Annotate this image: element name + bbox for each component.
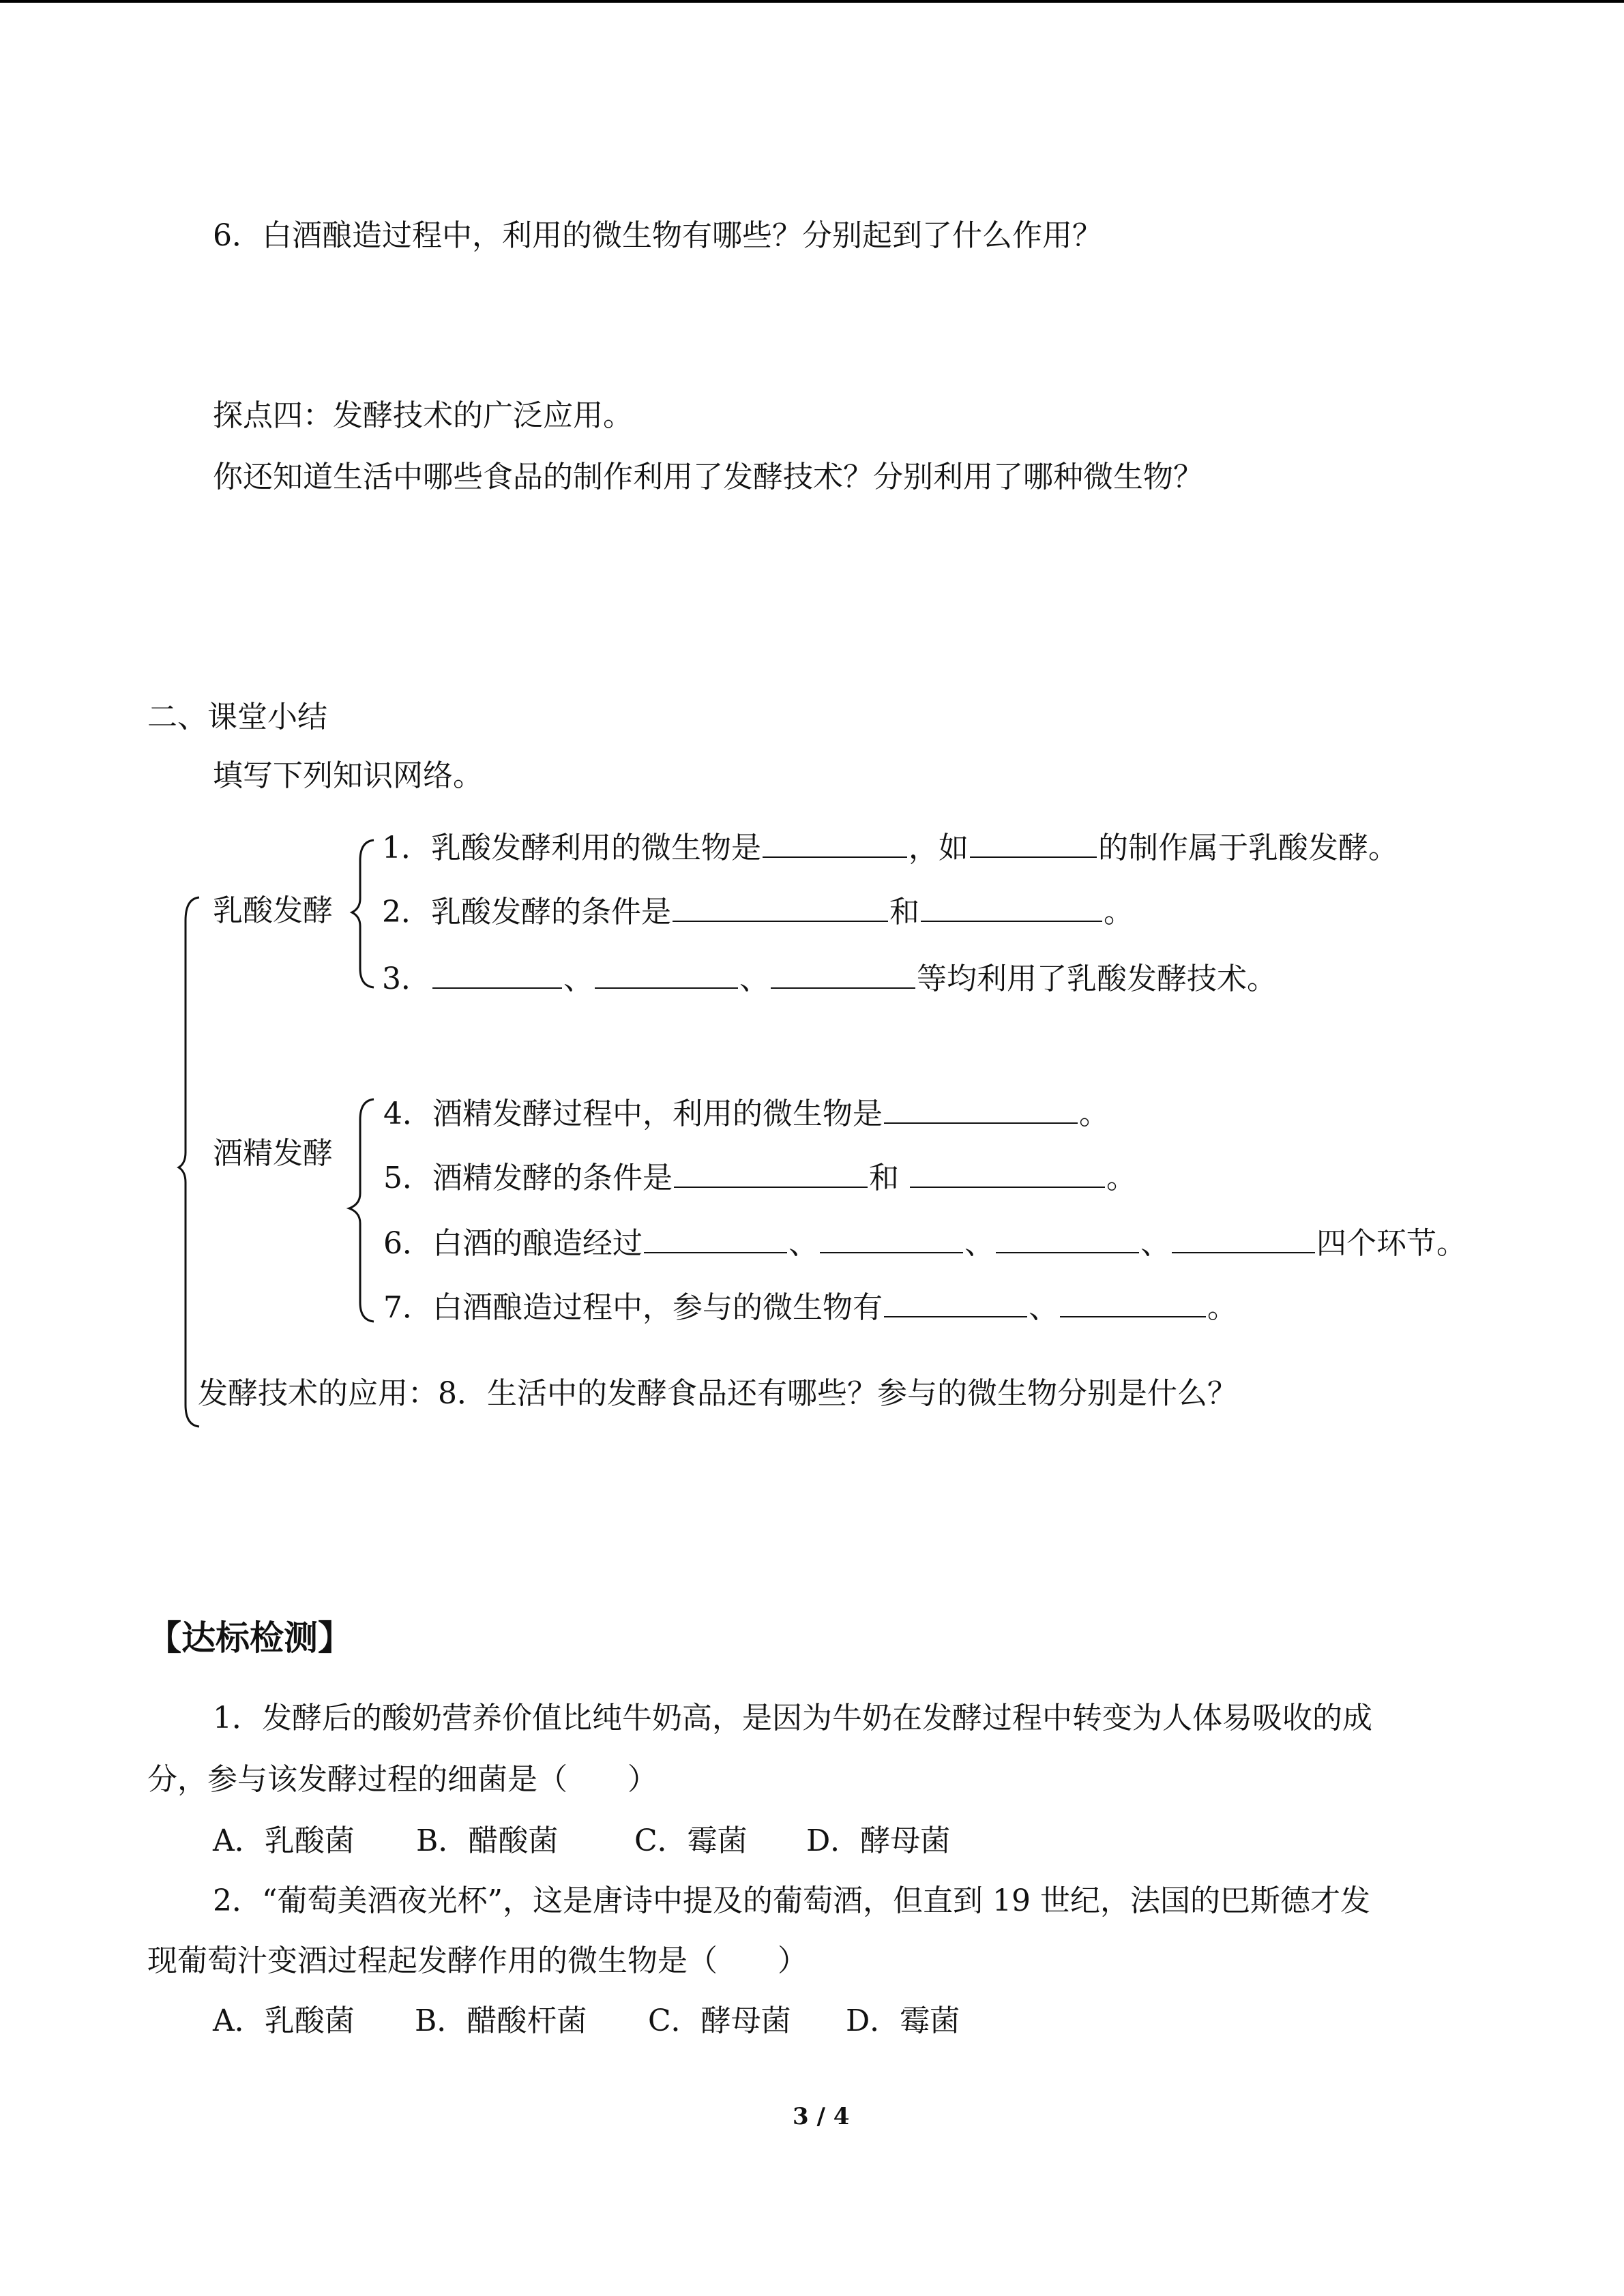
option-c[interactable]: C．酵母菌: [648, 2003, 791, 2038]
lactic-item-2: [382, 892, 1134, 933]
lactic-item-3: [382, 959, 1277, 1000]
item-text: 和: [869, 1161, 899, 1195]
fill-blank[interactable]: [763, 829, 907, 858]
lactic-brace: [352, 840, 374, 987]
alcohol-fermentation-label: 酒精发酵: [213, 1136, 333, 1171]
explore-point-4-question: 你还知道生活中哪些食品的制作利用了发酵技术？分别利用了哪种微生物？: [213, 460, 1203, 494]
item-text: 和: [889, 895, 919, 929]
separator: 、: [1029, 1290, 1059, 1325]
fermentation-application-line: 发酵技术的应用：8．生活中的发酵食品还有哪些？参与的微生物分别是什么？: [198, 1376, 1237, 1411]
explore-point-4-title: 探点四：发酵技术的广泛应用。: [213, 398, 633, 433]
option-d[interactable]: D．霉菌: [846, 2003, 960, 2038]
mc2-stem-line1: 2．“葡萄美酒夜光杯”，这是唐诗中提及的葡萄酒，但直到 19 世纪，法国的巴斯德才发: [213, 1883, 1370, 1918]
option-d[interactable]: D．酵母菌: [806, 1823, 951, 1858]
item-text: 5．酒精发酵的条件是: [383, 1161, 673, 1195]
check-section-title: 【达标检测】: [147, 1617, 352, 1658]
item-text: 。: [1106, 1161, 1136, 1195]
lactic-item-1: [382, 828, 1398, 869]
separator: 、: [563, 961, 593, 996]
item-text: 2．乳酸发酵的条件是: [382, 895, 671, 929]
question-6: 6．白酒酿造过程中，利用的微生物有哪些？分别起到了什么作用？: [213, 218, 1102, 253]
mc1-options: [213, 1821, 950, 1862]
fill-blank[interactable]: [674, 1159, 868, 1188]
option-c[interactable]: C．霉菌: [634, 1823, 748, 1858]
fill-blank[interactable]: [970, 829, 1097, 858]
alcohol-item-4: [383, 1094, 1109, 1135]
item-text: 。: [1104, 895, 1134, 929]
separator: 、: [788, 1226, 818, 1261]
alcohol-item-5: [383, 1158, 1136, 1199]
fill-blank[interactable]: [1060, 1289, 1206, 1317]
mc1-stem-line1: 1．发酵后的酸奶营养价值比纯牛奶高，是因为牛奶在发酵过程中转变为人体易吸收的成: [213, 1701, 1372, 1735]
item-text: 。: [1207, 1290, 1237, 1325]
fill-blank[interactable]: [921, 893, 1102, 922]
alcohol-brace: [349, 1099, 374, 1322]
summary-instruction: 填写下列知识网络。: [213, 758, 483, 793]
lactic-fermentation-label: 乳酸发酵: [213, 893, 333, 928]
item-text: 的制作属于乳酸发酵。: [1098, 831, 1398, 865]
alcohol-item-6: [383, 1223, 1466, 1264]
item-text: 四个环节。: [1316, 1226, 1466, 1261]
option-a[interactable]: A．乳酸菌: [213, 2003, 355, 2038]
fill-blank[interactable]: [884, 1289, 1027, 1317]
item-text: 。: [1079, 1097, 1109, 1131]
fill-blank[interactable]: [820, 1225, 963, 1253]
mc2-options: [213, 2001, 960, 2042]
item-text: 7．白酒酿造过程中，参与的微生物有: [383, 1290, 883, 1325]
option-b[interactable]: B．醋酸杆菌: [415, 2003, 587, 2038]
item-text: 3．: [382, 961, 431, 996]
fill-blank[interactable]: [910, 1159, 1105, 1188]
fill-blank[interactable]: [884, 1095, 1078, 1124]
fill-blank[interactable]: [1172, 1225, 1315, 1253]
item-text: 等均利用了乳酸发酵技术。: [917, 961, 1277, 996]
alcohol-item-7: [383, 1287, 1237, 1328]
outer-brace: [179, 897, 199, 1427]
separator: 、: [739, 961, 769, 996]
option-a[interactable]: A．乳酸菌: [213, 1823, 355, 1858]
fill-blank[interactable]: [673, 893, 888, 922]
mc1-stem-line2: 分，参与该发酵过程的细菌是（ ）: [147, 1762, 658, 1797]
page-number: 3 / 4: [793, 2103, 850, 2130]
fill-blank[interactable]: [432, 960, 562, 989]
fill-blank[interactable]: [595, 960, 738, 989]
fill-blank[interactable]: [771, 960, 915, 989]
separator: 、: [1140, 1226, 1170, 1261]
fill-blank[interactable]: [996, 1225, 1139, 1253]
item-text: 6．白酒的酿造经过: [383, 1226, 643, 1261]
mc2-stem-line2: 现葡萄汁变酒过程起发酵作用的微生物是（ ）: [147, 1943, 808, 1978]
option-b[interactable]: B．醋酸菌: [416, 1823, 559, 1858]
summary-heading: 二、课堂小结: [147, 700, 327, 734]
fill-blank[interactable]: [644, 1225, 787, 1253]
item-text: ，如: [909, 831, 969, 865]
item-text: 4．酒精发酵过程中，利用的微生物是: [383, 1097, 883, 1131]
separator: 、: [964, 1226, 994, 1261]
item-text: 1．乳酸发酵利用的微生物是: [382, 831, 761, 865]
